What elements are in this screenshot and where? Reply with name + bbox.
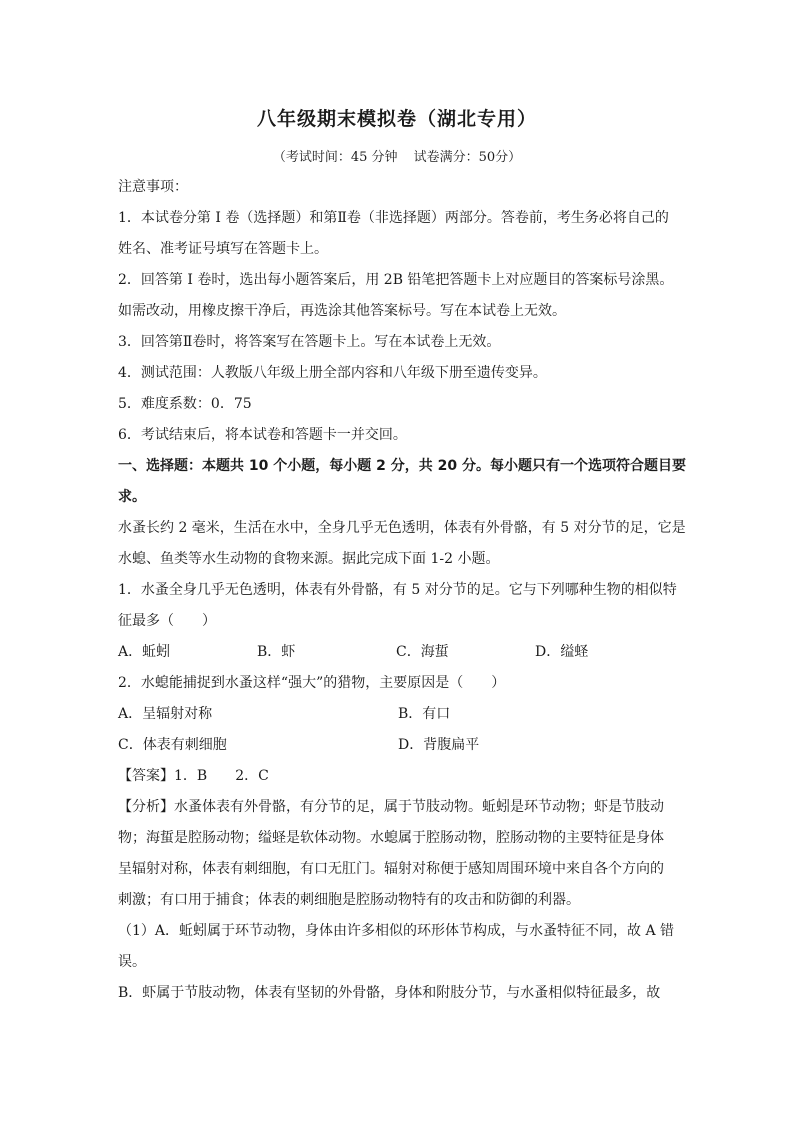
option-d: D．缢蛏 bbox=[535, 644, 589, 660]
exam-score: 试卷满分：50分） bbox=[413, 150, 522, 165]
notice-item-4: 4．测试范围：人教版八年级上册全部内容和八年级下册至遗传变异。 bbox=[118, 365, 547, 381]
question-1-options bbox=[118, 637, 678, 668]
question-2-options-row2 bbox=[118, 730, 678, 761]
section-heading-cont: 求。 bbox=[118, 489, 146, 505]
option-a: A．蚯蚓 bbox=[118, 644, 171, 660]
passage-text-cont: 水螅、鱼类等水生动物的食物来源。据此完成下面 1-2 小题。 bbox=[118, 551, 500, 567]
answer-line: 【答案】1．B 2．C bbox=[118, 768, 269, 784]
analysis-line-4: 刺激；有口用于捕食；体表的刺细胞是腔肠动物特有的攻击和防御的利器。 bbox=[118, 892, 580, 908]
analysis-line-2: 物；海蜇是腔肠动物；缢蛏是软体动物。水螅属于腔肠动物，腔肠动物的主要特征是身体 bbox=[118, 830, 664, 846]
option-b: B．虾 bbox=[257, 644, 296, 660]
exam-body bbox=[118, 172, 686, 1009]
option-c: C．海蜇 bbox=[396, 644, 449, 660]
section-heading: 一、选择题：本题共 10 个小题，每小题 2 分，共 20 分。每小题只有一个选项符合题目要 bbox=[118, 458, 686, 474]
option-c: C．体表有刺细胞 bbox=[118, 737, 227, 753]
analysis-line-1: 【分析】水蚤体表有外骨骼，有分节的足，属于节肢动物。蚯蚓是环节动物；虾是节肢动 bbox=[118, 799, 664, 815]
exam-time: （考试时间：45 分钟 bbox=[272, 150, 398, 165]
passage-text: 水蚤长约 2 毫米，生活在水中，全身几乎无色透明，体表有外骨骼，有 5 对分节的足，它是 bbox=[118, 520, 686, 536]
analysis-line-7: B．虾属于节肢动物，体表有坚韧的外骨骼，身体和附肢分节，与水蚤相似特征最多，故 bbox=[118, 985, 661, 1001]
option-a: A．呈辐射对称 bbox=[118, 706, 213, 722]
option-d: D．背腹扁平 bbox=[398, 737, 480, 753]
notice-item-2: 2．回答第 I 卷时，选出每小题答案后，用 2B 铅笔把答题卡上对应题目的答案标号涂黑。 bbox=[118, 272, 674, 288]
exam-info bbox=[0, 146, 794, 165]
notice-heading: 注意事项： bbox=[118, 179, 188, 195]
page-title: 八年级期末模拟卷（湖北专用） bbox=[256, 108, 537, 130]
notice-item-5: 5．难度系数：0．75 bbox=[118, 396, 252, 412]
notice-item-1-cont: 姓名、准考证号填写在答题卡上。 bbox=[118, 241, 328, 257]
analysis-line-6: 误。 bbox=[118, 954, 146, 970]
analysis-line-3: 呈辐射对称，体表有刺细胞，有口无肛门。辐射对称便于感知周围环境中来自各个方向的 bbox=[118, 861, 664, 877]
question-2-options-row1 bbox=[118, 699, 678, 730]
analysis-line-5: （1）A．蚯蚓属于环节动物，身体由许多相似的环形体节构成，与水蚤特征不同，故 A 错 bbox=[118, 923, 675, 939]
notice-item-3: 3．回答第Ⅱ卷时，将答案写在答题卡上。写在本试卷上无效。 bbox=[118, 334, 501, 350]
notice-item-2-cont: 如需改动，用橡皮擦干净后，再选涂其他答案标号。写在本试卷上无效。 bbox=[118, 303, 566, 319]
notice-item-1: 1．本试卷分第 I 卷（选择题）和第Ⅱ卷（非选择题）两部分。答卷前，考生务必将自己的 bbox=[118, 210, 669, 226]
question-1-stem-cont: 征最多（ ） bbox=[118, 613, 216, 629]
question-1-stem: 1．水蚤全身几乎无色透明，体表有外骨骼，有 5 对分节的足。它与下列哪种生物的相似特 bbox=[118, 582, 677, 598]
notice-item-6: 6．考试结束后，将本试卷和答题卡一并交回。 bbox=[118, 427, 407, 443]
option-b: B．有口 bbox=[398, 706, 451, 722]
question-2-stem: 2．水螅能捕捉到水蚤这样“强大”的猎物，主要原因是（ ） bbox=[118, 675, 506, 691]
